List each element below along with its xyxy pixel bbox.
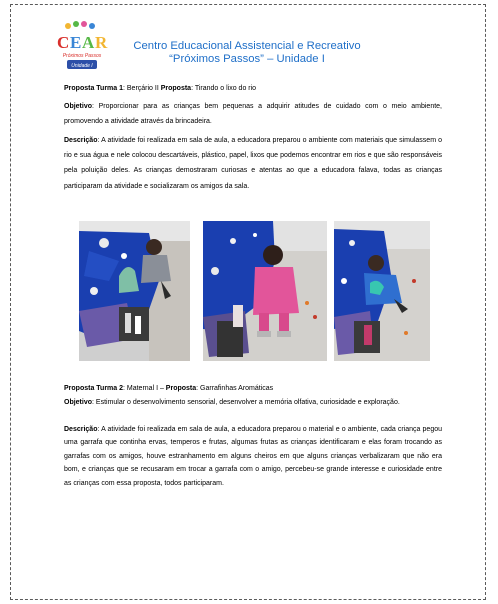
logo-badge: Unidade I bbox=[71, 63, 93, 69]
section2-objetivo-label: Objetivo bbox=[64, 399, 93, 406]
logo-letter-c: C bbox=[57, 33, 70, 52]
section2-descricao bbox=[64, 423, 442, 490]
photo-child-pink-jacket bbox=[203, 221, 327, 361]
section1-turma: : Berçário II bbox=[123, 85, 161, 92]
logo-tagline: Próximos Passos bbox=[62, 53, 102, 59]
section2-proposta bbox=[64, 382, 442, 395]
logo-letter-e: E bbox=[70, 33, 82, 52]
cear-logo bbox=[54, 20, 110, 72]
section1-objetivo bbox=[64, 99, 442, 129]
section2-descricao-label: Descrição bbox=[64, 426, 98, 433]
section1-descricao-text: : A atividade foi realizada em sala de aula, a educadora preparou o ambiente com materiais que simulassem o rio e sua água e nele colocou descartáveis, plástico, papel, lixos que podemos encontrar em rios e que são responsáveis pela poluição deles. As crianças demostraram curiosas e atentas ao que a educadora falava, todas as crianças participaram da atividade e socializaram os amigos da sala. bbox=[64, 137, 442, 190]
section2-turma: : Maternal I – bbox=[123, 385, 166, 392]
section1-proposta bbox=[64, 81, 442, 96]
header-title: Centro Educacional Assistencial e Recreativo bbox=[133, 40, 361, 52]
section2-descricao-text: : A atividade foi realizada em sala de aula, a educadora preparou o material e o ambiente, cada criança pegou uma garrafa que continha ervas, temperos e frutas, algumas frutas as crianças identificaram e elas foram trocando as garrafas com os amigos, houve estranhamento em alguns cheiros em que alguns crianças verbalizaram que não era bom, e crianças que se recusaram em trocar a garrafa com o amigo, percebeu-se grande interesse e curiosidade entre as crianças com essa proposta, todos participaram. bbox=[64, 426, 442, 487]
section1-proposta-turma-label: Proposta Turma 1 bbox=[64, 85, 123, 92]
section1-descricao-label: Descrição bbox=[64, 137, 98, 144]
logo-letter-a: A bbox=[82, 33, 95, 52]
section1-proposta-label: Proposta bbox=[160, 85, 192, 92]
section1-objetivo-label: Objetivo bbox=[64, 103, 93, 110]
section2-proposta-text: : Garrafinhas Aromáticas bbox=[196, 385, 274, 392]
section1-descricao bbox=[64, 133, 442, 194]
photo-child-blue-tarp-2 bbox=[334, 221, 430, 361]
photo-child-blue-tarp-1 bbox=[79, 221, 190, 361]
logo-letter-r: R bbox=[95, 33, 108, 52]
section1-objetivo-text: : Proporcionar para as crianças bem pequenas a adquirir atitudes de cuidado com o meio ambiente, promovendo a atividade através da brincadeira. bbox=[64, 103, 442, 126]
section2-proposta-label: Proposta bbox=[165, 385, 197, 392]
section2-objetivo bbox=[64, 396, 442, 409]
section1-proposta-text: : Tirando o lixo do rio bbox=[191, 85, 257, 92]
section2-objetivo-text: : Estimular o desenvolvimento sensorial, desenvolver a memória olfativa, curiosidade e exploração. bbox=[92, 399, 400, 406]
section2-proposta-turma-label: Proposta Turma 2 bbox=[64, 385, 123, 392]
header-subtitle: “Próximos Passos” – Unidade I bbox=[169, 53, 325, 65]
